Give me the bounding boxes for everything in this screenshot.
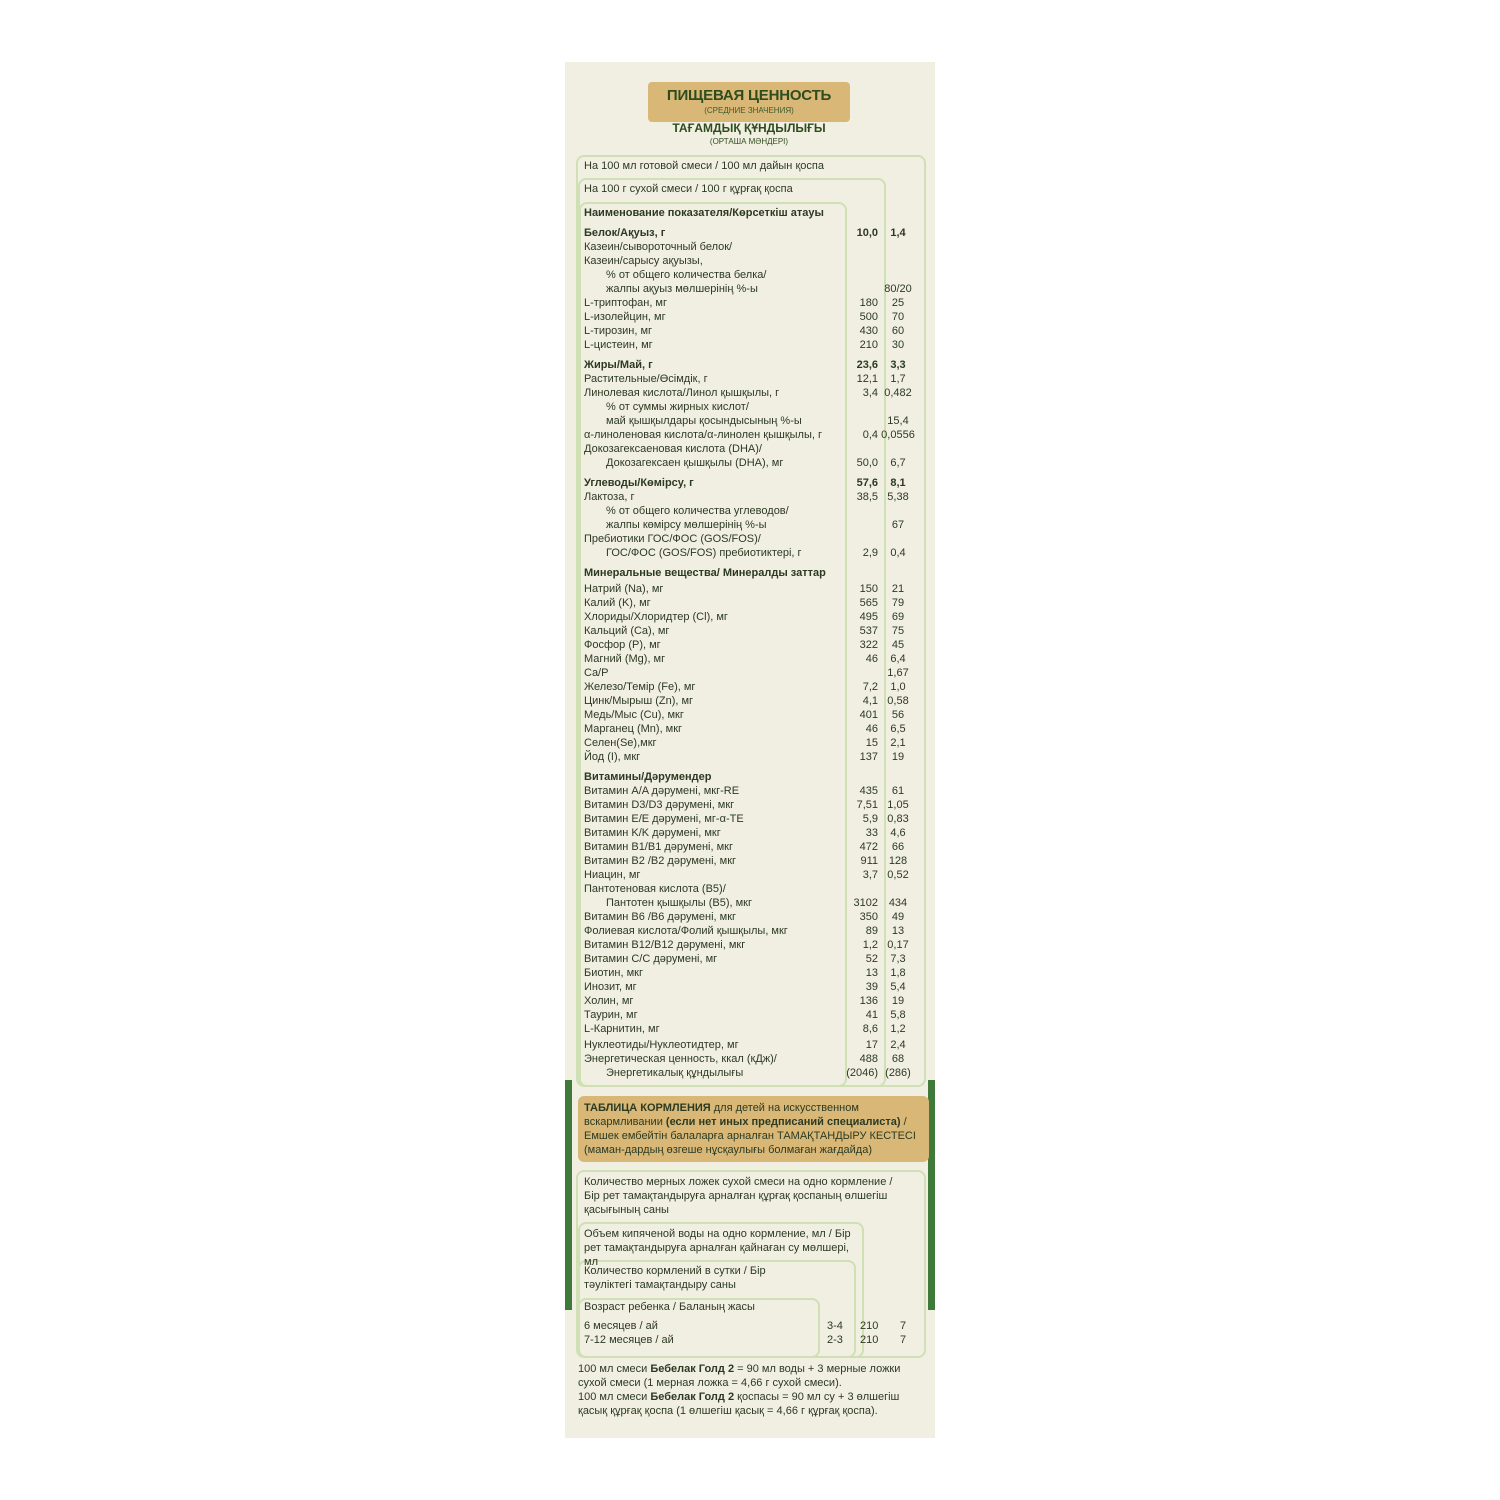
- row-value-dry: 565: [859, 597, 878, 609]
- footer-note: [578, 1362, 928, 1418]
- row-name: L-изолейцин, мг: [584, 311, 666, 323]
- table-row: [584, 812, 920, 826]
- table-row: [584, 504, 920, 518]
- row-name: Казеин/сарысу ақуызы,: [584, 255, 703, 267]
- row-name: Белок/Ақуыз, г: [584, 227, 666, 239]
- row-value-dry: (2046): [846, 1067, 878, 1079]
- row-value-ready: 1,05: [887, 799, 909, 811]
- row-value-ready: 1,4: [890, 227, 906, 239]
- row-value-dry: 5,9: [862, 813, 878, 825]
- row-value-dry: 7,2: [862, 681, 878, 693]
- row-name: Докозагексаеновая кислота (DHA)/: [584, 443, 762, 455]
- row-value-ready: 15,4: [887, 415, 909, 427]
- row-value-ready: 61: [891, 785, 905, 797]
- row-name: Калий (K), мг: [584, 597, 651, 609]
- row-value-dry: 322: [859, 639, 878, 651]
- table-row: [584, 610, 920, 624]
- row-value-dry: 537: [859, 625, 878, 637]
- row-name: Инозит, мг: [584, 981, 637, 993]
- row-name: L-триптофан, мг: [584, 297, 667, 309]
- page-subtitle: (СРЕДНИЕ ЗНАЧЕНИЯ): [704, 106, 794, 115]
- table-row: [584, 226, 920, 240]
- row-name: Докозагексаен қышқылы (DHA), мг: [606, 457, 784, 469]
- row-name: Пантотен қышқылы (B5), мкг: [606, 897, 752, 909]
- row-name: Витамин B6 /B6 дәрумені, мкг: [584, 911, 737, 923]
- row-value-ready: 6,5: [890, 723, 906, 735]
- row-value-dry: 488: [859, 1053, 878, 1065]
- col-ready-label: На 100 мл готовой смеси / 100 мл дайын қоспа: [584, 160, 824, 172]
- row-name: Нуклеотиды/Нуклеотидтер, мг: [584, 1039, 739, 1051]
- row-value-dry: 13: [865, 967, 878, 979]
- table-row: [584, 1066, 920, 1080]
- row-name: L-цистеин, мг: [584, 339, 653, 351]
- row-value-dry: 137: [859, 751, 878, 763]
- table-row: [584, 868, 920, 882]
- subtitle-kz: (ОРТАША МӘНДЕРІ): [709, 137, 789, 146]
- row-value-dry: 38,5: [856, 491, 878, 503]
- page-title: ПИЩЕВАЯ ЦЕННОСТЬ: [666, 87, 832, 104]
- row-name: Селен(Se),мкг: [584, 737, 657, 749]
- row-name: Медь/Мыс (Cu), мкг: [584, 709, 684, 721]
- row-name: Железо/Темір (Fe), мг: [584, 681, 696, 693]
- row-name: Минеральные вещества/ Минералды заттар: [584, 567, 826, 579]
- row-value-ready: 0,58: [887, 695, 909, 707]
- table-row: [584, 1008, 920, 1022]
- table-row: [584, 490, 920, 504]
- row-name: Пантотеновая кислота (B5)/: [584, 883, 726, 895]
- green-stripe-left: [565, 1080, 572, 1310]
- table-row: [584, 456, 920, 470]
- row-name: Хлориды/Хлоридтер (Cl), мг: [584, 611, 728, 623]
- row-value-ready: 56: [891, 709, 905, 721]
- row-value-ready: 13: [891, 925, 905, 937]
- row-value-ready: 70: [891, 311, 905, 323]
- row-value-ready: 80/20: [884, 283, 912, 295]
- table-row: [584, 708, 920, 722]
- row-name: Йод (I), мкг: [584, 751, 641, 763]
- row-value-dry: 472: [859, 841, 878, 853]
- row-value-ready: 79: [891, 597, 905, 609]
- table-row: [584, 924, 920, 938]
- table-row: [584, 358, 920, 372]
- row-name: Фосфор (P), мг: [584, 639, 661, 651]
- row-name: Жиры/Май, г: [584, 359, 653, 371]
- table-row: [584, 882, 920, 896]
- row-value-ready: 4,6: [890, 827, 906, 839]
- row-name: % от суммы жирных кислот/: [606, 401, 749, 413]
- row-name: Витамин B2 /B2 дәрумені, мкг: [584, 855, 737, 867]
- row-value-ready: 2,4: [890, 1039, 906, 1051]
- row-value-dry: 430: [859, 325, 878, 337]
- table-row: [584, 596, 920, 610]
- row-value-ready: 8,1: [890, 477, 906, 489]
- row-value-ready: 19: [891, 995, 905, 1007]
- table-row: [584, 442, 920, 456]
- row-value-dry: 911: [860, 855, 878, 867]
- green-stripe-right: [928, 1080, 935, 1310]
- row-name: Витамин A/A дәрумені, мкг-RE: [584, 785, 740, 797]
- row-value-dry: 89: [865, 925, 878, 937]
- feeding-count: 2-3: [827, 1334, 843, 1346]
- age-label: Возраст ребенка / Баланың жасы: [584, 1301, 755, 1313]
- row-name: Холин, мг: [584, 995, 634, 1007]
- row-name: Витамин B1/B1 дәрумені, мкг: [584, 841, 733, 853]
- row-name: L-тирозин, мг: [584, 325, 653, 337]
- row-value-ready: 0,17: [887, 939, 909, 951]
- col-dry-label: На 100 г сухой смеси / 100 г құрғақ қоспа: [584, 183, 793, 195]
- table-row: [584, 798, 920, 812]
- table-row: [584, 770, 920, 784]
- row-value-ready: 3,3: [890, 359, 906, 371]
- table-row: [584, 476, 920, 490]
- feeding-water: 210: [860, 1320, 879, 1332]
- row-value-dry: 401: [859, 709, 878, 721]
- table-row: [584, 1038, 920, 1052]
- feeding-water: 210: [860, 1334, 879, 1346]
- footer-p2a: 100 мл смеси: [578, 1391, 651, 1403]
- feeding-text-2: / Емшек ембейтін балаларға арналған ТАМАҚТАНДЫРУ КЕСТЕСІ (маман-дардың өзгеше нұсқаулығы болмаған жағдайда): [584, 1116, 916, 1156]
- row-name: Витамин B12/B12 дәрумені, мкг: [584, 939, 746, 951]
- row-value-ready: 6,7: [890, 457, 906, 469]
- table-row: [584, 532, 920, 546]
- table-row: [584, 400, 920, 414]
- row-name: Растительные/Өсімдік, г: [584, 373, 708, 385]
- col-name-label: Наименование показателя/Көрсеткіш атауы: [584, 207, 824, 219]
- row-name: Пребиотики ГОС/ФОС (GOS/FOS)/: [584, 533, 761, 545]
- table-row: [584, 896, 920, 910]
- table-row: [584, 938, 920, 952]
- water-label: Объем кипяченой воды на одно кормление, мл / Бір рет тамақтандыруға арналған қайнаған су мөлшері, мл: [584, 1228, 851, 1268]
- table-row: [584, 736, 920, 750]
- row-value-dry: 136: [859, 995, 878, 1007]
- table-row: [584, 952, 920, 966]
- row-value-ready: 66: [891, 841, 905, 853]
- table-row: [584, 324, 920, 338]
- row-value-dry: 495: [859, 611, 878, 623]
- row-name: Натрий (Na), мг: [584, 583, 664, 595]
- table-row: [584, 994, 920, 1008]
- feeding-table-badge: [578, 1096, 929, 1162]
- row-name: Цинк/Мырыш (Zn), мг: [584, 695, 694, 707]
- row-name: Энергетикалық құндылығы: [606, 1067, 744, 1079]
- row-value-ready: 21: [891, 583, 905, 595]
- row-value-dry: 39: [865, 981, 878, 993]
- feeding-age: 7-12 месяцев / ай: [584, 1334, 674, 1346]
- feeding-spoons: 7: [900, 1334, 907, 1346]
- table-row: [584, 980, 920, 994]
- row-value-ready: 2,1: [890, 737, 906, 749]
- row-value-dry: 180: [859, 297, 878, 309]
- row-value-ready: 0,83: [887, 813, 909, 825]
- row-value-dry: 7,51: [856, 799, 878, 811]
- row-value-dry: 57,6: [856, 477, 878, 489]
- feeding-age: 6 месяцев / ай: [584, 1320, 658, 1332]
- row-name: % от общего количества углеводов/: [606, 505, 789, 517]
- row-value-dry: 46: [865, 653, 878, 665]
- row-value-ready: 30: [891, 339, 905, 351]
- row-value-ready: 0,0556: [881, 429, 915, 441]
- row-value-ready: 5,4: [890, 981, 906, 993]
- row-value-dry: 435: [859, 785, 878, 797]
- feeding-spoons: 7: [900, 1320, 907, 1332]
- row-value-dry: 50,0: [856, 457, 878, 469]
- row-value-dry: 150: [859, 583, 878, 595]
- row-value-ready: 7,3: [890, 953, 906, 965]
- row-value-ready: 25: [891, 297, 905, 309]
- row-value-ready: 1,2: [890, 1023, 906, 1035]
- table-row: [584, 750, 920, 764]
- row-name: Таурин, мг: [584, 1009, 638, 1021]
- table-row: [584, 784, 920, 798]
- table-row: [584, 854, 920, 868]
- row-value-ready: 5,38: [887, 491, 909, 503]
- row-value-ready: 60: [891, 325, 905, 337]
- row-name: Лактоза, г: [584, 491, 635, 503]
- nutrition-title-badge: [648, 82, 850, 122]
- row-name: Углеводы/Көмірсу, г: [584, 477, 694, 489]
- feeding-row: [584, 1333, 914, 1347]
- row-value-dry: 41: [865, 1009, 878, 1021]
- feeding-text-1: для детей на искусственном вскармливании: [584, 1102, 859, 1128]
- row-name: жалпы ақуыз мөлшерінің %-ы: [606, 283, 758, 295]
- table-row: [584, 566, 920, 580]
- row-name: α-линоленовая кислота/α-линолен қышқылы, г: [584, 429, 822, 441]
- row-name: Марганец (Mn), мкг: [584, 723, 683, 735]
- row-value-dry: 23,6: [856, 359, 878, 371]
- table-row: [584, 652, 920, 666]
- table-row: [584, 666, 920, 680]
- row-value-ready: 128: [888, 855, 908, 867]
- row-name: Ниацин, мг: [584, 869, 641, 881]
- row-value-ready: 1,8: [890, 967, 906, 979]
- row-name: май қышқылдары қосындысының %-ы: [606, 415, 802, 427]
- row-value-dry: 46: [865, 723, 878, 735]
- feeding-title: ТАБЛИЦА КОРМЛЕНИЯ: [584, 1102, 711, 1114]
- table-row: [584, 1022, 920, 1036]
- row-value-ready: 1,0: [890, 681, 906, 693]
- row-name: Ca/P: [584, 667, 609, 679]
- row-name: Кальций (Ca), мг: [584, 625, 670, 637]
- table-row: [584, 546, 920, 560]
- feeding-row: [584, 1319, 914, 1333]
- table-row: [584, 414, 920, 428]
- row-value-dry: 17: [865, 1039, 878, 1051]
- row-name: Витамин E/E дәрумені, мг-α-TE: [584, 813, 744, 825]
- table-row: [584, 910, 920, 924]
- row-value-ready: 69: [891, 611, 905, 623]
- row-value-dry: 4,1: [862, 695, 878, 707]
- row-value-ready: 0,482: [884, 387, 912, 399]
- table-row: [584, 282, 920, 296]
- row-value-ready: 1,7: [890, 373, 906, 385]
- row-name: жалпы көмірсу мөлшерінің %-ы: [606, 519, 767, 531]
- table-row: [584, 518, 920, 532]
- row-value-dry: 0,4: [862, 429, 878, 441]
- row-value-dry: 2,9: [862, 547, 878, 559]
- table-row: [584, 428, 920, 442]
- feeding-note: (если нет иных предписаний специалиста): [665, 1116, 901, 1128]
- row-value-dry: 33: [865, 827, 878, 839]
- row-value-ready: (286): [885, 1067, 911, 1079]
- table-row: [584, 268, 920, 282]
- footer-brand-2: Бебелак Голд 2: [650, 1391, 735, 1403]
- row-name: Витамины/Дәрумендер: [584, 771, 712, 783]
- footer-p2c: қоспасы = 90 мл су + 3 өлшегіш қасық құрғақ қоспа (1 өлшегіш қасық = 4,66 г құрғақ қоспа).: [578, 1391, 900, 1417]
- row-value-dry: 15: [865, 737, 878, 749]
- row-value-dry: 350: [859, 911, 878, 923]
- row-value-dry: 3,4: [862, 387, 878, 399]
- table-row: [584, 254, 920, 268]
- row-value-dry: 3,7: [862, 869, 878, 881]
- row-value-ready: 0,4: [890, 547, 906, 559]
- row-value-dry: 500: [859, 311, 878, 323]
- row-value-dry: 3102: [853, 897, 878, 909]
- row-value-dry: 210: [859, 339, 878, 351]
- table-row: [584, 372, 920, 386]
- table-row: [584, 680, 920, 694]
- table-row: [584, 240, 920, 254]
- row-name: Магний (Mg), мг: [584, 653, 666, 665]
- row-value-dry: 8,6: [862, 1023, 878, 1035]
- row-value-ready: 45: [891, 639, 905, 651]
- row-value-ready: 19: [891, 751, 905, 763]
- row-name: % от общего количества белка/: [606, 269, 767, 281]
- table-row: [584, 722, 920, 736]
- row-name: L-Карнитин, мг: [584, 1023, 660, 1035]
- row-value-ready: 67: [891, 519, 905, 531]
- title-kz: ТАҒАМДЫҚ ҚҰНДЫЛЫҒЫ: [672, 121, 826, 135]
- footer-brand-1: Бебелак Голд 2: [650, 1363, 735, 1375]
- table-row: [584, 338, 920, 352]
- table-row: [584, 296, 920, 310]
- row-value-dry: 1,2: [862, 939, 878, 951]
- feeds-label: Количество кормлений в сутки / Бір тәуліктегі тамақтандыру саны: [584, 1265, 766, 1291]
- row-value-ready: 0,52: [887, 869, 909, 881]
- row-value-ready: 49: [891, 911, 905, 923]
- row-value-ready: 434: [888, 897, 908, 909]
- row-name: ГОС/ФОС (GOS/FOS) пребиотиктері, г: [606, 547, 802, 559]
- table-row: [584, 624, 920, 638]
- row-name: Витамин K/K дәрумені, мкг: [584, 827, 721, 839]
- row-value-ready: 6,4: [890, 653, 906, 665]
- row-value-ready: 75: [891, 625, 905, 637]
- table-row: [584, 1052, 920, 1066]
- row-name: Линолевая кислота/Линол қышқылы, г: [584, 387, 780, 399]
- row-value-dry: 10,0: [856, 227, 878, 239]
- table-row: [584, 310, 920, 324]
- row-value-ready: 1,67: [887, 667, 909, 679]
- table-row: [584, 638, 920, 652]
- table-row: [584, 582, 920, 596]
- spoons-label: Количество мерных ложек сухой смеси на одно кормление / Бір рет тамақтандыруға арналған құрғақ қоспаның өлшегіш қасығының саны: [584, 1176, 893, 1216]
- table-row: [584, 694, 920, 708]
- row-name: Витамин C/C дәрумені, мг: [584, 953, 718, 965]
- row-name: Витамин D3/D3 дәрумені, мкг: [584, 799, 735, 811]
- feeding-count: 3-4: [827, 1320, 843, 1332]
- table-row: [584, 840, 920, 854]
- row-name: Казеин/сывороточный белок/: [584, 241, 733, 253]
- row-value-dry: 52: [865, 953, 878, 965]
- row-name: Фолиевая кислота/Фолий қышқылы, мкг: [584, 925, 788, 937]
- table-row: [584, 386, 920, 400]
- table-row: [584, 966, 920, 980]
- table-row: [584, 826, 920, 840]
- row-value-ready: 5,8: [890, 1009, 906, 1021]
- row-name: Энергетическая ценность, ккал (кДж)/: [584, 1053, 777, 1065]
- footer-p1a: 100 мл смеси: [578, 1363, 651, 1375]
- row-value-dry: 12,1: [856, 373, 878, 385]
- row-name: Биотин, мкг: [584, 967, 643, 979]
- row-value-ready: 68: [891, 1053, 905, 1065]
- footer-p1c: = 90 мл воды + 3 мерные ложки сухой смеси (1 мерная ложка = 4,66 г сухой смеси).: [578, 1363, 901, 1389]
